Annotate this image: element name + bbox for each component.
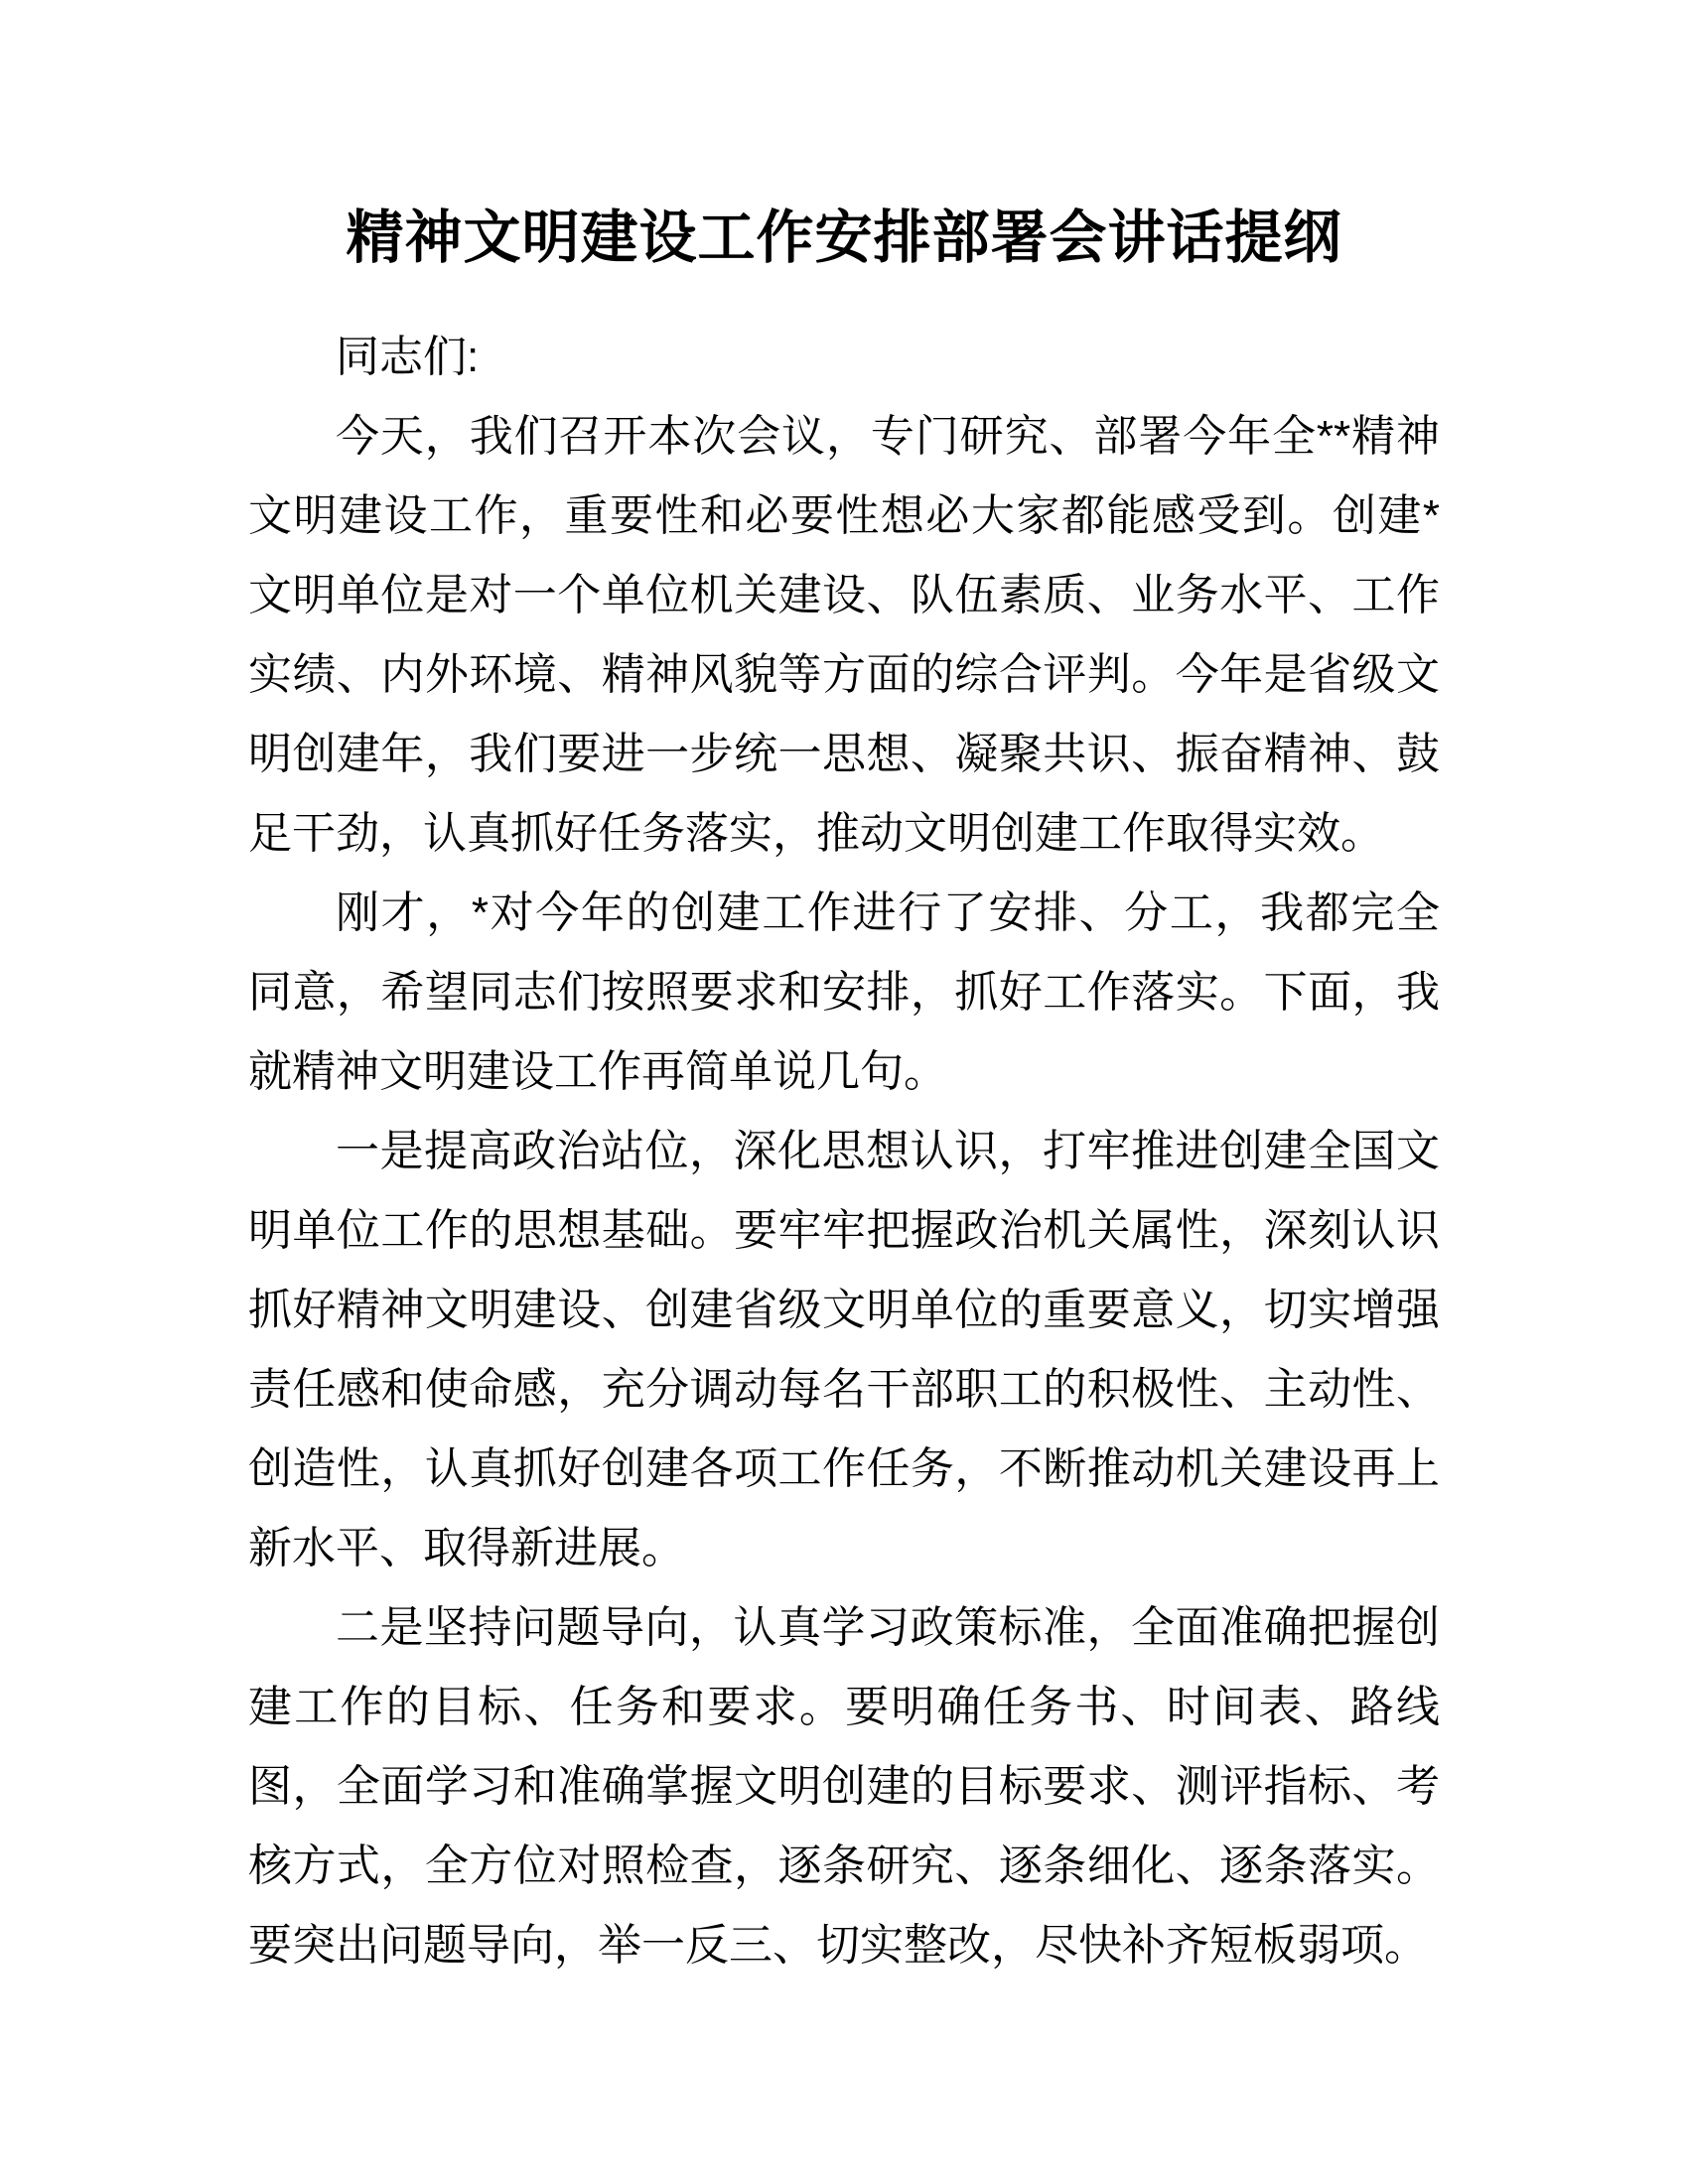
- paragraph: 一是提高政治站位，深化思想认识，打牢推进创建全国文明单位工作的思想基础。要牢牢把握政治机关属性，深刻认识抓好精神文明建设、创建省级文明单位的重要意义，切实增强责任感和使命感，充分调动每名干部职工的积极性、主动性、创造性，认真抓好创建各项工作任务，不断推动机关建设再上新水平、取得新进展。: [248, 1127, 1440, 1572]
- document-title: 精神文明建设工作安排部署会讲话提纲: [346, 205, 1342, 270]
- paragraph: 二是坚持问题导向，认真学习政策标准，全面准确把握创建工作的目标、任务和要求。要明确任务书、时间表、路线图，全面学习和准确掌握文明创建的目标要求、测评指标、考核方式，全方位对照检查，逐条研究、逐条细化、逐条落实。要突出问题导向，举一反三、切实整改，尽快补齐短板弱项。: [248, 1603, 1440, 1970]
- paragraph: 刚才，*对今年的创建工作进行了安排、分工，我都完全同意，希望同志们按照要求和安排，抓好工作落实。下面，我就精神文明建设工作再简单说几句。: [248, 888, 1440, 1096]
- document-body: [248, 397, 1440, 1985]
- salutation: 同志们:: [336, 333, 480, 381]
- paragraph: 今天，我们召开本次会议，专门研究、部署今年全**精神文明建设工作，重要性和必要性想必大家都能感受到。创建*文明单位是对一个单位机关建设、队伍素质、业务水平、工作实绩、内外环境、精神风貌等方面的综合评判。今年是省级文明创建年，我们要进一步统一思想、凝聚共识、振奋精神、鼓足干劲，认真抓好任务落实，推动文明创建工作取得实效。: [248, 412, 1440, 858]
